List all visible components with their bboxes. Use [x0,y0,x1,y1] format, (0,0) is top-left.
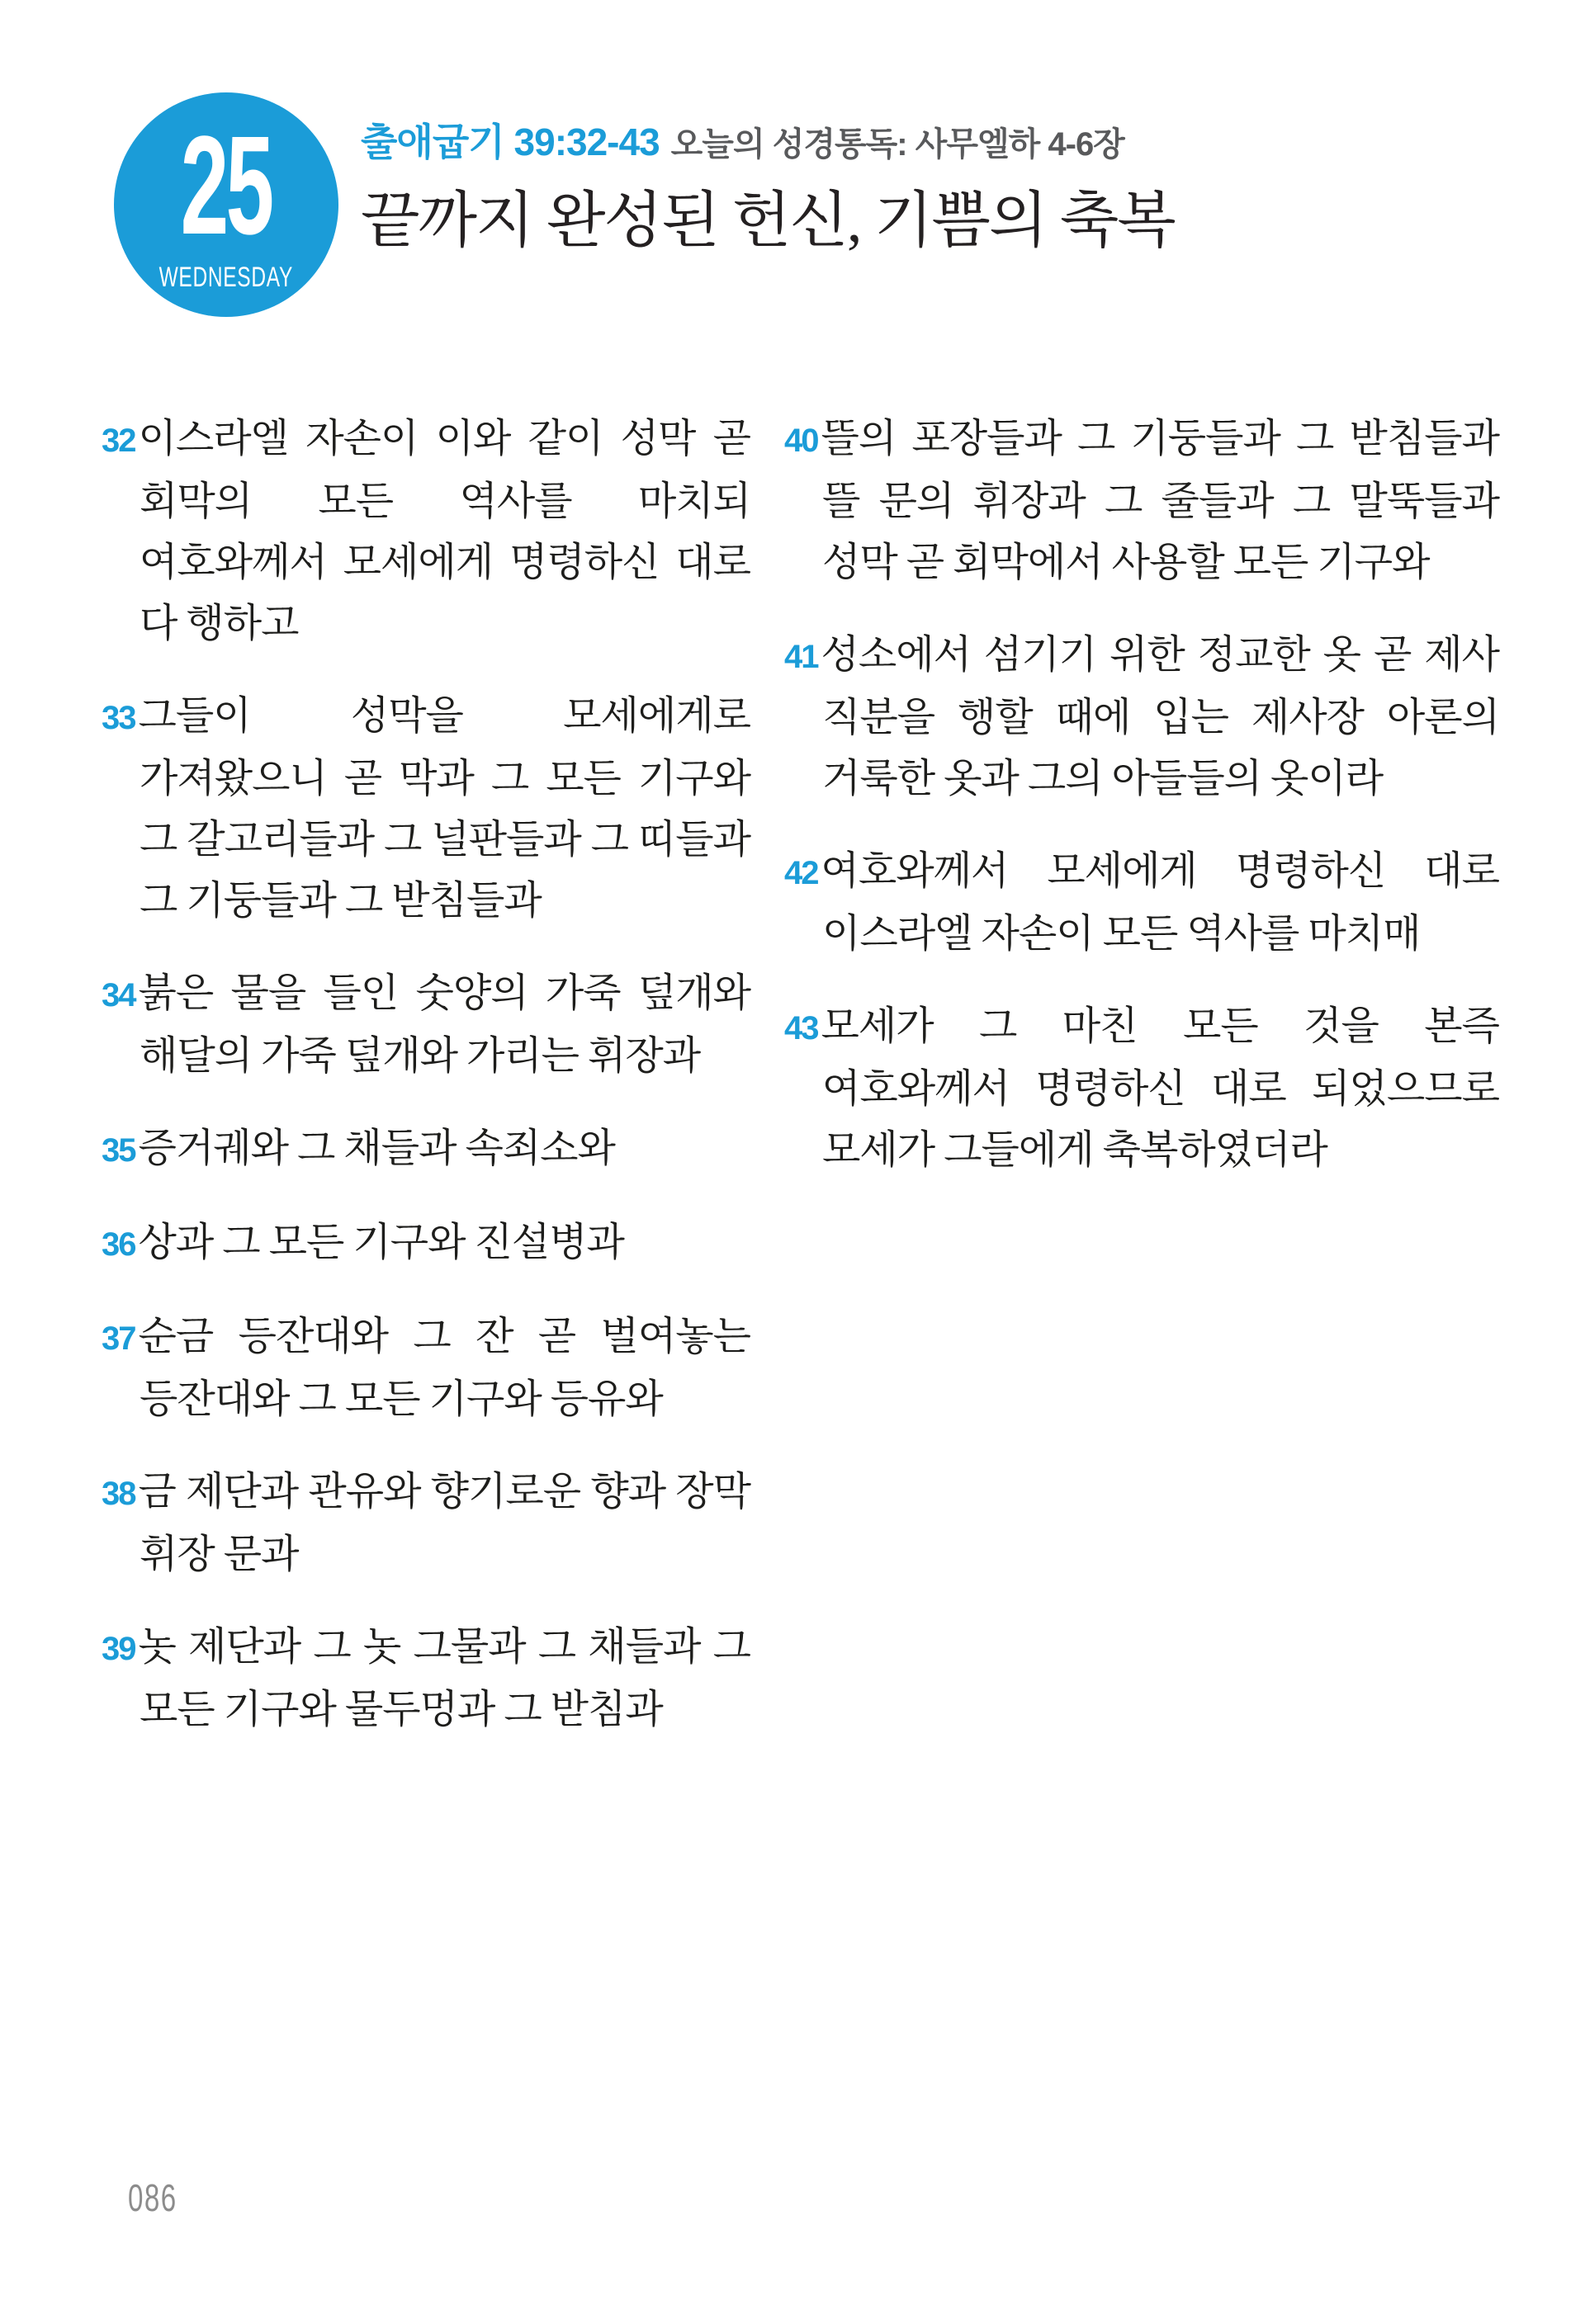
day-badge [114,92,338,317]
header-reference-line [361,119,1516,175]
verse-number: 36 [102,1226,135,1263]
verse-33 [102,686,750,932]
verse-column-right [784,409,1499,1181]
day-name: WEDNESDAY [158,261,294,293]
verse-number: 39 [102,1631,135,1667]
page-title: 끝까지 완성된 헌신, 기쁨의 축복 [361,187,1175,255]
page-header [361,119,1516,259]
verse-number: 38 [102,1476,135,1512]
verse-text: 이스라엘 자손이 이와 같이 성막 곧 회막의 모든 역사를 마치되 여호와께서 모세에게 명령하신 대로 다 행하고 [138,417,750,645]
verse-40 [784,409,1499,593]
verse-number: 35 [102,1132,135,1169]
reading-plan: 오늘의 성경통독: 사무엘하 4-6장 [670,126,1124,163]
page-number: 086 [128,2176,177,2219]
day-number: 25 [181,107,272,265]
verse-column-left [102,409,750,1741]
verse-text: 성소에서 섬기기 위한 정교한 옷 곧 제사 직분을 행할 때에 입는 제사장 아론의 거룩한 옷과 그의 아들들의 옷이라 [821,633,1499,801]
verse-38 [102,1462,750,1585]
verse-42 [784,841,1499,965]
verse-number: 40 [784,423,818,459]
verse-text: 모세가 그 마친 모든 것을 본즉 여호와께서 명령하신 대로 되었으므로 모세가 그들에게 축복하였더라 [821,1004,1499,1172]
verse-text: 순금 등잔대와 그 잔 곧 벌여놓는 등잔대와 그 모든 기구와 등유와 [138,1315,750,1421]
passage-reference: 출애굽기 39:32-43 [361,120,660,163]
verse-43 [784,996,1499,1181]
verse-36 [102,1212,750,1275]
verse-text: 여호와께서 모세에게 명령하신 대로 이스라엘 자손이 모든 역사를 마치매 [821,849,1499,956]
verse-text: 상과 그 모든 기구와 진설병과 [138,1221,624,1264]
verse-number: 32 [102,423,135,459]
verse-number: 34 [102,977,135,1013]
verse-text: 놋 제단과 그 놋 그물과 그 채들과 그 모든 기구와 물두멍과 그 받침과 [138,1625,750,1731]
verse-34 [102,963,750,1087]
verse-37 [102,1306,750,1430]
verse-number: 41 [784,639,818,675]
verse-text: 붉은 물을 들인 숫양의 가죽 덮개와 해달의 가죽 덮개와 가리는 휘장과 [138,971,750,1078]
verse-number: 33 [102,700,135,736]
verse-32 [102,409,750,654]
verse-text: 뜰의 포장들과 그 기둥들과 그 받침들과 뜰 문의 휘장과 그 줄들과 그 말뚝들과 성막 곧 회막에서 사용할 모든 기구와 [821,417,1499,584]
verse-text: 금 제단과 관유와 향기로운 향과 장막 휘장 문과 [138,1470,750,1576]
verse-text: 증거궤와 그 채들과 속죄소와 [138,1127,615,1170]
verse-39 [102,1617,750,1741]
verse-text: 그들이 성막을 모세에게로 가져왔으니 곧 막과 그 모든 기구와 그 갈고리들과 그 널판들과 그 띠들과 그 기둥들과 그 받침들과 [138,694,750,923]
verse-number: 42 [784,855,818,891]
verse-number: 43 [784,1010,818,1046]
verse-35 [102,1118,750,1181]
verse-41 [784,625,1499,810]
verse-number: 37 [102,1320,135,1357]
